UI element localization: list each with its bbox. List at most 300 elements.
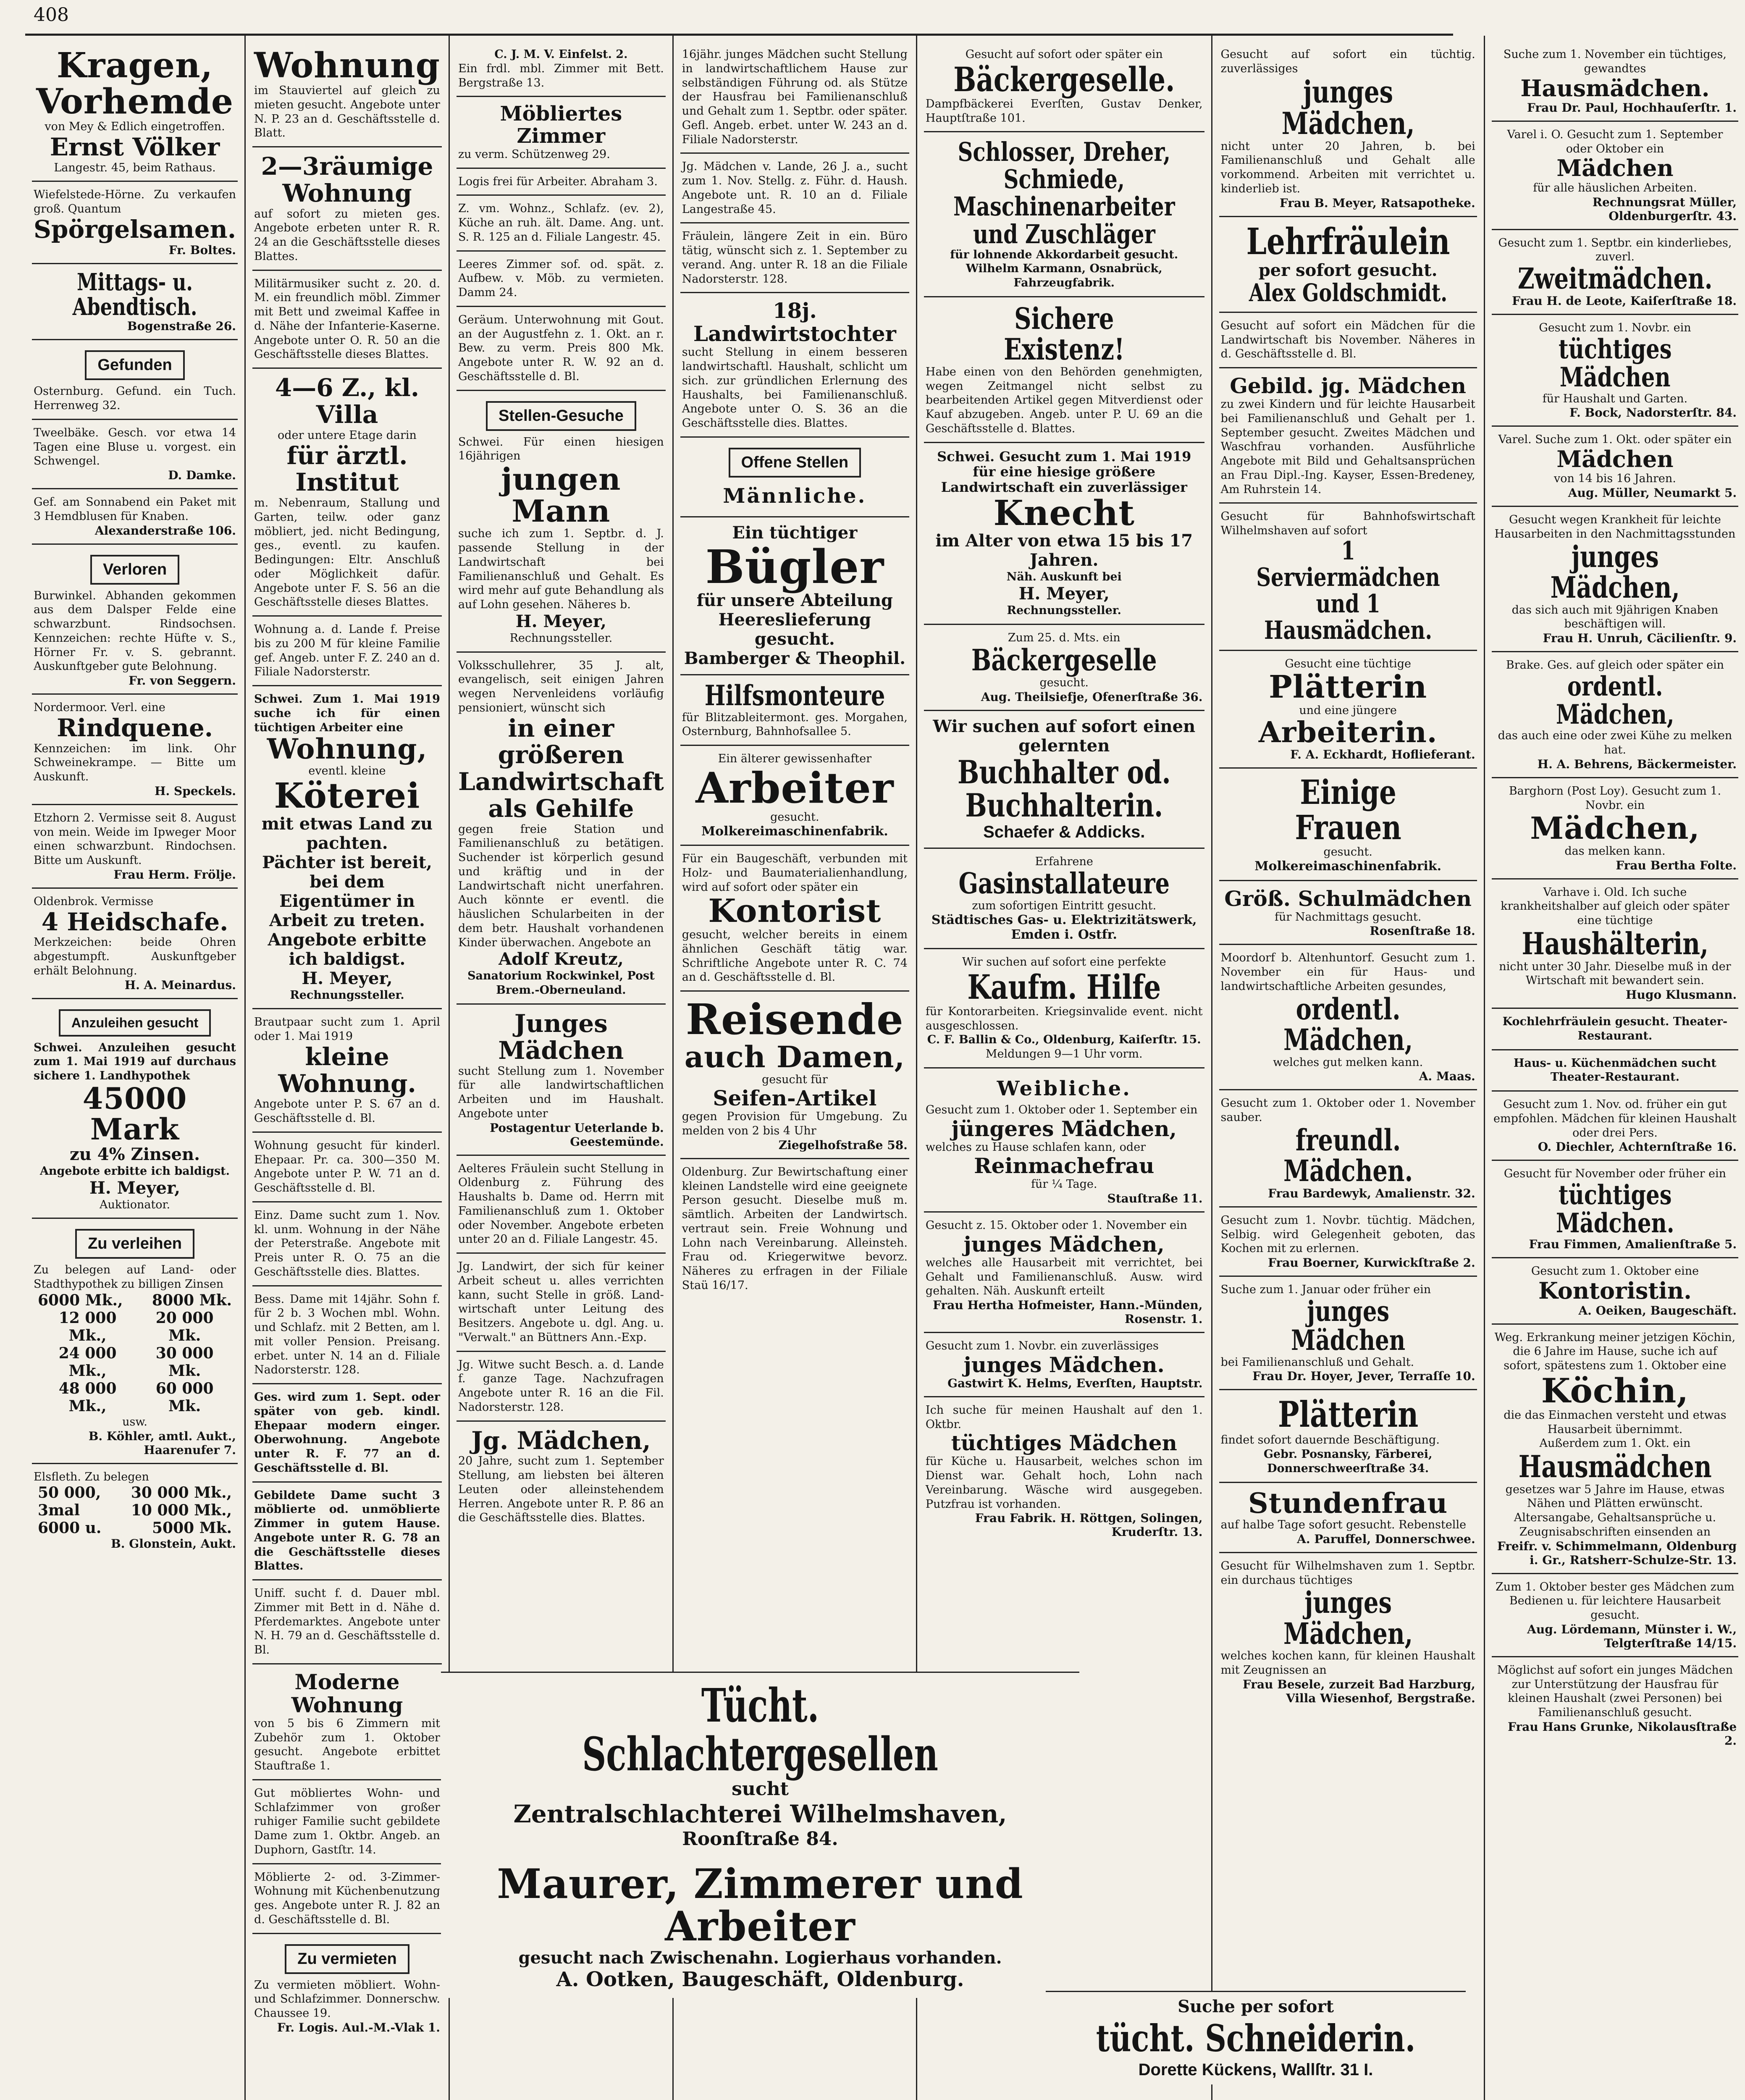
leeres-text: Leeres Zimmer sof. od. spät. z. Aufbew. v. Möb. zu vermieten. Damm 24. — [458, 257, 664, 299]
column-2 — [246, 36, 450, 2100]
ad-witwe — [457, 1352, 666, 1422]
schwei2-text3: Pächter ist bereit, bei dem Eigentümer in Arbeit zu treten. — [262, 852, 432, 930]
erfahrene-text: Erfahrene — [1035, 855, 1093, 869]
verleih-intro: Zu belegen auf Land- oder Stadthypothek zu billigen Zinsen — [34, 1263, 236, 1291]
arbeiter-sign: Molkereimaschinenfabrik. — [701, 824, 888, 839]
ad-landwirt — [457, 1254, 666, 1352]
lehr-text: per sofort gesucht. — [1258, 260, 1438, 280]
buegler-pre: Ein tüchtiger — [732, 522, 858, 543]
schneider-sign: Dorette Kückens, Wallſtr. 31 I. — [1138, 2061, 1373, 2079]
schwei5-sign: H. Meyer, — [1018, 583, 1110, 604]
c7-top: Suche zum 1. November ein tüchtiges, gewandtes — [1503, 48, 1727, 75]
plaett2-title: Plätterin — [1278, 1394, 1418, 1436]
ad-wohnung-stau — [252, 42, 442, 147]
frauen-text: gesucht. — [1323, 845, 1372, 859]
gebild-text: Gebildete Dame sucht 3 möblierte od. unmöblierte Zimmer in gutem Hause. Angebote unter R. G. 78 an die Geschäftsstelle dieses Blattes. — [254, 1488, 440, 1573]
maed27-title: Mädchen — [1556, 446, 1674, 473]
section-weibliche — [924, 1068, 1204, 1213]
lehr-sign: Alex Goldschmidt. — [1249, 278, 1447, 307]
ad-roettgen — [924, 1397, 1204, 1545]
suche6-text2: bei Familienanschluß und Gehalt. — [1220, 1355, 1414, 1369]
ad-leeres — [457, 252, 666, 307]
witwe-text: Jg. Witwe sucht Besch. a. d. Lande f. ganze Tage. Nachzufragen Angebote unter R. 16 an die Fil. Nadorsterstr. 128. — [458, 1358, 664, 1414]
ad-plaetterin-2 — [1219, 1390, 1477, 1483]
tuecht-sign: F. Bock, Nadorsterſtr. 84. — [1569, 406, 1737, 420]
ad-bock — [1492, 315, 1738, 427]
schwei2-sign2: Rechnungssteller. — [290, 988, 404, 1002]
section-zu-vermieten — [252, 1934, 442, 2040]
voelker-addr: Langestr. 45, beim Rathaus. — [54, 161, 216, 174]
wilh-text: Gesucht für Wilhelmshaven zum 1. Septbr. ein durchaus tüchtiges — [1220, 1559, 1475, 1587]
maedchen3-title: Jg. Mädchen, — [471, 1426, 651, 1455]
ad-rindquene — [32, 695, 238, 805]
ad-plaetterin — [1219, 651, 1477, 769]
c6-top: Gesucht auf sofort ein tüchtig. zuverlässiges — [1220, 48, 1475, 75]
hausmaed7-sign: Freifr. v. Schimmelmann, Oldenburg i. Gr., Ratsherr-Schulze-Str. 13. — [1497, 1539, 1737, 1567]
verleih-r4-b: 60 000 Mk. — [155, 1379, 214, 1415]
gesucht6-text: Gesucht zum 1. Oktober oder 1. November sauber. — [1220, 1097, 1475, 1124]
freundl-title: freundl. Mädchen. — [1283, 1122, 1413, 1189]
jung7-text: das sich auch mit 9jährigen Knaben beschäftigen will. — [1511, 603, 1719, 631]
heidschafe-title: 4 Heidschafe. — [41, 907, 228, 936]
ad-behrens — [1492, 652, 1738, 778]
ad-fimmen — [1492, 1161, 1738, 1258]
schwei2-wohn: Wohnung, — [267, 732, 428, 766]
wir-text: Wir suchen auf sofort einen gelernten — [933, 716, 1196, 756]
gas-sign: Städtisches Gas- u. Elektrizitätswerk, Emden i. Ostfr. — [931, 913, 1197, 942]
buegler-title: Bügler — [705, 539, 884, 594]
arbeiter-text: gesucht. — [770, 810, 819, 824]
verleih-row-3 — [34, 1344, 236, 1380]
ad-dame — [252, 1202, 442, 1286]
schul-text: für Nachmittags gesucht. — [1274, 910, 1422, 924]
baecker2-sign: Aug. Theilsiefje, Ofenerſtraße 36. — [981, 690, 1203, 704]
ad-gasinstallateure — [924, 849, 1204, 949]
suche6-title: junges Mädchen — [1291, 1294, 1405, 1357]
ad-unruh — [1492, 507, 1738, 652]
section-gefunden — [32, 340, 238, 420]
ad-landwirtstochter — [680, 293, 909, 438]
ad-schneiderin — [1046, 1991, 1466, 2084]
schlachter-company: Zentralschlachterei Wilhelmshaven, — [513, 1800, 1007, 1828]
bau-text: Für ein Baugeschäft, verbunden mit Holz- und Baumaterialienhandlung, wird auf sofort oder später ein — [682, 852, 908, 894]
tuecht27-sign: Frau Fimmen, Amalienſtraße 5. — [1529, 1237, 1737, 1252]
tuecht-text2: für Haushalt und Garten. — [1542, 392, 1688, 405]
haelt-sign: Hugo Klusmann. — [1626, 988, 1737, 1002]
maed27-sign: Aug. Müller, Neumarkt 5. — [1568, 486, 1737, 500]
ad-mueller-varel — [1492, 122, 1738, 230]
spoergel-title: Spörgelsamen. — [34, 215, 236, 244]
plaett-text: Gesucht eine tüchtige — [1285, 657, 1412, 670]
maed27-text: von 14 bis 16 Jahren. — [1554, 472, 1676, 486]
kueche-text: Haus- u. Küchenmädchen sucht Theater-Restaurant. — [1514, 1056, 1716, 1084]
ordent7-sign: H. A. Behrens, Bäckermeister. — [1537, 757, 1737, 771]
hilfs-title: Hilfsmonteure — [704, 679, 885, 712]
elsfleth-r2-a: 3mal — [38, 1502, 80, 1520]
gef-3-addr: Alexanderstraße 106. — [94, 523, 236, 538]
buegler-text: für unsere Abteilung Heereslieferung gesucht. — [696, 591, 893, 649]
buchhalter-sign: Schaefer & Addicks. — [983, 823, 1145, 842]
verl-2-sign: H. Speckels. — [155, 784, 236, 798]
mann-title: jungen Mann — [501, 461, 621, 529]
haus7-title: Hausmädchen. — [1520, 74, 1710, 102]
schwei5-text2: im Alter von etwa 15 bis 17 Jahren. — [935, 531, 1193, 570]
g-title: junges Mädchen, — [963, 1231, 1165, 1257]
landwirt3-text: Jg. Landwirt, der sich für keiner Arbeit scheut u. alles verrichten kann, sucht Stelle in größ. Land- wirtschaft unter Leitung des Besitzers. Angebote u. dgl. Ang. u. "Verwalt." an Büttners Ann.-Exp. — [458, 1260, 664, 1344]
ad-16jaehr — [680, 42, 909, 154]
haelt-text: nicht unter 30 Jahr. Dieselbe muß in der Wirtschaft mit bewandert sein. — [1499, 960, 1731, 987]
oldenburg-text: Oldenburg. Zur Bewirtschaftung einer kleinen Landstelle wird eine geeignete Person gesucht. Dieselbe muß m. sämtlich. Arbeiten der Landwirtsch. vertraut sein. Freie Wohnung und Lohn nach Vereinbarung. Alleinsteh. Frau od. Kriegerwitwe bevorz. Näheres zu erfragen in der Filiale Staü 16/17. — [682, 1165, 908, 1292]
wilh-title: junges Mädchen, — [1283, 1585, 1413, 1651]
zwei-sub: Wohnung — [282, 178, 412, 207]
plaett2-sign: Gebr. Posnansky, Färberei, Donnerschweerſtraße 34. — [1263, 1448, 1433, 1475]
column-7 — [1485, 36, 1745, 2100]
anz-sign2: Auktionator. — [99, 1198, 171, 1211]
ad-zweitmaedchen — [1492, 230, 1738, 315]
verl-4b: Merkzeichen: beide Ohren abgestumpft. Auskunftgeber erhält Belohnung. — [34, 936, 236, 977]
bau-text2: gesucht, welcher bereits in einem ähnlichen Geschäft tätig war. Schriftliche Angebote unter R. C. 74 an d. Geschäftsstelle d. Bl. — [682, 928, 908, 984]
ordent7-title: ordentl. Mädchen, — [1556, 670, 1674, 731]
page-number: 408 — [34, 4, 69, 26]
reisende-title: Reisende — [685, 995, 904, 1045]
buchhalter-title: Buchhalter od. Buchhalterin. — [957, 753, 1171, 824]
braut-title: kleine Wohnung. — [278, 1042, 416, 1098]
verleih-row-1 — [34, 1292, 236, 1309]
ordentl-sign: A. Maas. — [1419, 1069, 1475, 1084]
volk-text2: gegen freie Station und Familienanschluß zu betätigen. Suchender ist körperlich gesund und kräftig und in der Landwirtschaft nicht unerfahren. Auch könnte er eventl. die häuslichen Schularbeiten in der dem betr. Haushalt vorhandenen Kinder überwachen. Angebote an — [458, 822, 664, 949]
groesser-title: in einer größeren Landwirtschaft als Gehilfe — [458, 714, 664, 823]
stunden-title: Stundenfrau — [1248, 1486, 1448, 1520]
geraeum-text: Geräum. Unterwohnung mit Gout. an der Augustfehn z. 1. Okt. an r. Bew. zu verm. Preis 800 Mk. Angebote unter R. W. 92 an d. Geschäftsstelle d. Bl. — [458, 313, 664, 383]
verleih-sign: B. Köhler, amtl. Aukt., Haarenufer 7. — [88, 1429, 236, 1457]
gas-text: zum sofortigen Eintritt gesucht. — [972, 899, 1157, 913]
g2-sign: Gastwirt K. Helms, Everſten, Hauptstr. — [947, 1376, 1203, 1390]
kontorist-title: Kontorist — [708, 892, 882, 930]
koechin-title: Köchin, — [1541, 1370, 1689, 1410]
koeterei-title: Köterei — [274, 776, 420, 816]
kaufm-sign: C. F. Ballin & Co., Oldenburg, Kaiſerſtr. 15. — [927, 1033, 1201, 1047]
befs-text: Bess. Dame mit 14jähr. Sohn f. für 2 b. 3 Wochen mbl. Wohn. und Schlafz. mit 2 Betten, am l. mit voller Pension. Preisang. erbet. unter N. 14 an d. Filiale Nadorsterstr. 128. — [254, 1292, 440, 1377]
ad-brautpaar — [252, 1009, 442, 1133]
jung3-text: sucht Stellung zum 1. November für alle landwirtschaftlichen Arbeiten und im Haushalt. Angebote unter — [458, 1064, 664, 1120]
haus7-sign: Frau Dr. Paul, Hochhauſerſtr. 1. — [1527, 100, 1737, 115]
ad-theater-kueche — [1492, 1050, 1738, 1092]
gef-1: Osternburg. Gefund. ein Tuch. Herrenweg 32. — [34, 385, 236, 412]
ad-gut-moebliert — [252, 1780, 442, 1864]
reis-addr: Ziegelhofstraße 58. — [778, 1138, 908, 1152]
baecker2-title: Bäckergeselle — [971, 643, 1157, 678]
volk-sign2: Sanatorium Rockwinkel, Post Brem.-Oberneuland. — [467, 969, 655, 997]
anz-zins: zu 4% Zinsen. — [70, 1144, 200, 1164]
hilfs-text: für Blitzableitermont. ges. Morgahen, Osternburg, Bahnhofsallee 5. — [682, 711, 908, 738]
tuecht-title: tüchtiges Mädchen — [1558, 333, 1672, 394]
wir2-text: Wir suchen auf sofort eine perfekte — [962, 956, 1166, 969]
ad-heidschafe — [32, 889, 238, 999]
schwei3-sign: H. Meyer, — [515, 611, 606, 631]
ad-bardewyk — [1219, 1090, 1477, 1208]
verleih-r2-b: 20 000 Mk. — [155, 1309, 214, 1344]
spoergel-text: Wiefelstede-Hörne. Zu verkaufen groß. Quantum — [34, 188, 236, 216]
nov2-text: Gesucht für November oder früher ein — [1504, 1167, 1727, 1181]
wilh-sign: Frau Besele, zurzeit Bad Harzburg, Villa Wiesenhof, Bergstraße. — [1242, 1677, 1475, 1705]
schwei2-text: Schwei. Zum 1. Mai 1919 suche ich für einen tüchtigen Arbeiter eine — [254, 693, 440, 734]
ad-fraeulein — [680, 223, 909, 293]
ad-spoergel — [32, 182, 238, 264]
verleih-row-4 — [34, 1380, 236, 1415]
frdl-text: Ein frdl. mbl. Zimmer mit Bett. Bergstraße 13. — [458, 62, 664, 89]
g-text2: welches alle Hausarbeit mit verrichtet, bei Gehalt und Familienanschluß. Ausw. wird gehalten. Näh. Auskunft erteilt — [925, 1256, 1203, 1298]
gebild6-title: Gebild. jg. Mädchen — [1230, 373, 1467, 399]
schwei3-text: Schwei. Für einen hiesigen 16jährigen — [458, 435, 664, 463]
zwei-text: auf sofort zu mieten ges. Angebote erbeten unter R. R. 24 an die Geschäftsstelle dieses Blattes. — [254, 207, 440, 263]
mittag-title: Mittags- u. Abendtisch. — [72, 268, 197, 321]
ad-loerdemann — [1492, 1574, 1738, 1657]
jg4-text: Jg. Mädchen v. Lande, 26 J. a., sucht zum 1. Nov. Stellg. z. Führ. d. Haush. Angebote unt. R. 10 an d. Filiale Langestraße 45. — [682, 160, 908, 216]
ad-geraeum — [457, 307, 666, 391]
schwei2-sub: eventl. kleine — [308, 764, 386, 777]
ad-mueller-neumarkt — [1492, 427, 1738, 507]
ad-kaufm-hilfe — [924, 949, 1204, 1068]
ad-maurer — [441, 1856, 1079, 1998]
ad-hausmaedchen-paul — [1492, 42, 1738, 122]
anz-1b: Angebote erbitte ich baldigst. — [39, 1164, 230, 1178]
gas-title: Gasinstallateure — [958, 866, 1170, 900]
koechin-text: die das Einmachen versteht und etwas Hausarbeit übernimmt. — [1504, 1408, 1727, 1436]
anzuleihen-heading: Anzuleihen gesucht — [59, 1009, 211, 1037]
kaufm-title: Kaufm. Hilfe — [967, 967, 1161, 1007]
gef-2: Tweelbäke. Gesch. vor etwa 14 Tagen eine Bluse u. vorgest. ein Schwengel. — [34, 426, 236, 468]
reis-text: gesucht für — [761, 1073, 828, 1086]
ad-moordorf — [1219, 945, 1477, 1090]
knecht-title: Knecht — [993, 493, 1135, 534]
weibliche-heading: Weibliche. — [997, 1076, 1131, 1100]
plaett-text2: und eine jüngere — [1299, 704, 1397, 717]
g2-title: junges Mädchen. — [963, 1352, 1165, 1377]
frauen-sign: Molkereimaschinenfabrik. — [1254, 859, 1442, 874]
uniff-text: Uniff. sucht f. d. Dauer mbl. Zimmer mit Bett in d. Nähe d. Pferdemarktes. Angebote unter N. H. 79 an d. Geschäftsstelle d. Bl. — [254, 1587, 440, 1657]
dame-text: Einz. Dame sucht zum 1. Nov. kl. unm. Wohnung in der Nähe der Peterstraße. Angebote mit Preis unter R. O. 75 an die Geschäftsstelle dies. Blattes. — [254, 1208, 440, 1278]
wohn3-text: Wohnung gesucht für kinderl. Ehepaar. Pr. ca. 300—350 M. Angebote unter P. W. 71 an d. Geschäftsstelle d. Bl. — [254, 1139, 440, 1195]
koch-text: Kochlehrfräulein gesucht. Theater-Restaurant. — [1502, 1015, 1728, 1042]
militaer-text: Militärmusiker sucht z. 20. d. M. ein freundlich möbl. Zimmer mit Bett und zweimal Kaffee in d. Nähe der Infanterie-Kaserne. Angebote unter O. R. 50 an die Geschäftsstelle dieses Blattes. — [254, 277, 440, 361]
arbeiter-title: Arbeiter — [695, 763, 894, 813]
anz-mark: 45000 Mark — [82, 1081, 187, 1147]
bahnhof-text: Gesucht für Bahnhofswirtschaft Wilhelmshaven auf sofort — [1220, 510, 1475, 538]
brake-text: Brake. Ges. auf gleich oder später ein — [1506, 659, 1724, 672]
verleih-row-2 — [34, 1309, 236, 1344]
elsfleth-row-1 — [34, 1484, 236, 1502]
existenz-title: Sichere Existenz! — [1003, 301, 1125, 367]
ordentl-title: ordentl. Mädchen, — [1283, 991, 1413, 1058]
nov-sign: O. Diechler, Achternſtraße 16. — [1538, 1140, 1737, 1154]
elsfleth-sign: B. Glonstein, Aukt. — [111, 1537, 236, 1551]
ad-moeblierte — [252, 1864, 442, 1934]
reis-text2: gegen Provision für Umgebung. Zu melden von 2 bis 4 Uhr — [682, 1110, 908, 1138]
ad-zweiraeumige — [252, 147, 442, 271]
ad-helms — [924, 1333, 1204, 1397]
ad-schlosser — [924, 132, 1204, 297]
jung6-text: nicht unter 20 Jahren, b. bei Familienanschluß und Gehalt alle vorkommend. Arbeiten mit verrichtet u. kinderlieb ist. — [1220, 139, 1475, 195]
g-text: Gesucht z. 15. Oktober oder 1. November ein — [925, 1219, 1187, 1232]
villa-title: 4—6 Z., kl. Villa — [275, 373, 420, 429]
plaett-title: Plätterin — [1269, 669, 1427, 705]
ad-aelteres-fraeulein — [457, 1156, 666, 1254]
gef-text: Ges. wird zum 1. Sept. oder später von geb. kindl. Ehepaar modern einger. Oberwohnung. Angebote unter R. F. 77 an d. Geschäftsstelle d. Bl. — [254, 1391, 440, 1475]
elsfleth-r3-b: 5000 Mk. — [152, 1519, 232, 1537]
volk-text: Volksschullehrer, 35 J. alt, evangelisch, seit einigen Jahren wegen Nervenleidens vorläufig pensioniert, wünscht sich — [458, 659, 664, 714]
logis-text: Logis frei für Arbeiter. Abraham 3. — [458, 175, 658, 188]
maed7-text: für alle häuslichen Arbeiten. — [1533, 181, 1697, 194]
moor-text: Moordorf b. Altenhuntorf. Gesucht zum 1. November ein für Haus- und landwirtschaftliche Arbeiten gesundes, — [1220, 951, 1475, 993]
ad-buegler — [680, 517, 909, 676]
jung7-sign: Frau H. Unruh, Cäcilienſtr. 9. — [1543, 631, 1737, 646]
verl-2b: Kennzeichen: im link. Ohr Schweinekrampe. — Bitte um Auskunft. — [34, 742, 236, 784]
schlosser-text: für lohnende Akkordarbeit gesucht. — [950, 248, 1178, 261]
ich-text: Ich suche für meinen Haushalt auf den 1. Oktbr. — [925, 1403, 1203, 1431]
landwirt4-text: sucht Stellung in einem besseren landwirtschaftl. Haushalt, schlicht um sich. zur gründlichen Erlernung des Haushalts, bei Familienanschluß. Angebote unter O. S. 36 an die Geschäftsstelle dies. Blattes. — [682, 346, 908, 430]
zwei-title: 2—3räumige — [261, 152, 433, 181]
ad-gebildete-dame — [252, 1483, 442, 1581]
ad-arbeiter — [680, 746, 909, 846]
spoergel-sign: Fr. Boltes. — [168, 243, 236, 257]
elsfleth-row-3 — [34, 1519, 236, 1537]
schlachter-sucht: sucht — [732, 1778, 789, 1800]
verl-4: Oldenbrok. Vermisse — [34, 895, 154, 908]
w-text2: welches zu Hause schlafen kann, oder — [925, 1140, 1146, 1154]
offene-heading: Offene Stellen — [729, 448, 861, 478]
ad-gef-wohnung — [252, 1384, 442, 1483]
maed7-sign: Rechnungsrat Müller, Oldenburgerſtr. 43. — [1592, 195, 1737, 223]
w-text3: für ¼ Tage. — [1031, 1178, 1097, 1191]
section-offene-stellen — [680, 438, 909, 517]
verl-2: Nordermoor. Verl. eine — [34, 701, 165, 714]
kragen-note: von Mey & Edlich eingetroffen. — [45, 120, 225, 134]
suche6-sign: Frau Dr. Hoyer, Jever, Terraſſe 10. — [1252, 1369, 1475, 1383]
verleih-r4-a: 48 000 Mk., — [58, 1379, 117, 1415]
elsfleth-r2-b: 10 000 Mk., — [131, 1502, 232, 1520]
w-title: jüngeres Mädchen, — [951, 1116, 1177, 1141]
zvm-text: Z. vm. Wohnz., Schlafz. (ev. 2), Küche an ruh. ält. Dame. Ang. unt. S. R. 125 an d. Filiale Langestr. 45. — [458, 202, 664, 244]
jung6-sign: Frau B. Meyer, Ratsapotheke. — [1279, 196, 1475, 210]
bargh-text: Barghorn (Post Loy). Gesucht zum 1. Novbr. ein — [1509, 784, 1721, 812]
schlosser-sign: Wilhelm Karmann, Osnabrück, Fahrzeugfabrik. — [966, 262, 1162, 290]
ad-reisende — [680, 992, 909, 1159]
ad-einige-frauen — [1219, 769, 1477, 881]
ad-grunke — [1492, 1657, 1738, 1754]
zweit-text: Gesucht zum 1. Septbr. ein kinderliebes, zuverl. — [1498, 236, 1732, 264]
zuvermieten-heading: Zu vermieten — [285, 1944, 409, 1974]
ad-besele — [1219, 1553, 1477, 1711]
ad-mittag — [32, 264, 238, 341]
ad-jg-lande — [680, 154, 909, 223]
verl-4-sign: H. A. Meinardus. — [124, 978, 236, 992]
ad-koeterei — [252, 686, 442, 1009]
kontor-title: Kontoristin. — [1538, 1277, 1692, 1305]
cjmv-top: C. J. M. V. Einfelst. 2. — [494, 48, 628, 61]
braut-text: Brautpaar sucht zum 1. April oder 1. Mai 1919 — [254, 1016, 440, 1043]
ad-verl-3 — [32, 805, 238, 889]
fraeulein-text: Fräulein, längere Zeit in ein. Büro tätig, wünscht sich z. 1. September zu verand. Ang. unter R. 18 an die Filiale Nadorsterstr. 128. — [682, 230, 908, 286]
ad-diechler — [1492, 1092, 1738, 1161]
haelt-title: Haushälterin, — [1522, 925, 1708, 961]
schlachter-title: Tücht. Schlachtergesellen — [582, 1678, 938, 1781]
schul-title: Größ. Schulmädchen — [1224, 886, 1472, 911]
arbeiter-pre: Ein älterer gewissenhafter — [718, 752, 872, 766]
verl-1: Burwinkel. Abhanden gekommen aus dem Dalsper Felde eine schwarzbunt. Rindsochsen. Kennzeichen: rechte Hüfte v. S., Hörner Fr. v. S. gebrannt. Auskunftgeber gute Belohnung. — [34, 589, 236, 673]
moegl-sign: Frau Hans Grunke, Nikolausſtraße 2. — [1508, 1719, 1737, 1748]
ad-schimmelmann — [1492, 1325, 1738, 1574]
varel-text: Varel i. O. Gesucht zum 1. September oder Oktober ein — [1507, 128, 1723, 155]
maed7-title: Mädchen — [1556, 155, 1674, 182]
weg-text: Weg. Erkrankung meiner jetzigen Köchin, die 6 Jahre im Hause, suche ich auf sofort, spätestens zum 1. Oktober eine — [1494, 1331, 1736, 1373]
hausmaed7-text: gesetzes war 5 Jahre im Hause, etwas Nähen und Plätten erwünscht. Altersangabe, Gehaltsansprüche u. Zeugnisabschriften einsenden an — [1505, 1483, 1725, 1538]
ad-stundenfrau — [1219, 1483, 1477, 1553]
plaett2-text: findet sofort dauernde Beschäftigung. — [1220, 1433, 1440, 1447]
ad-zvm — [457, 196, 666, 251]
verl-3-sign: Frau Herm. Frölje. — [113, 867, 236, 882]
ad-jg-maedchen — [457, 1422, 666, 1531]
verl-1-sign: Fr. von Seggern. — [129, 674, 236, 688]
schwei2-text2: mit etwas Land zu pachten. — [261, 814, 433, 853]
schwei5-text: Schwei. Gesucht zum 1. Mai 1919 für eine hiesige größere Landwirtschaft ein zuverlässiger — [937, 448, 1191, 496]
zuverleihen-heading: Zu verleihen — [75, 1229, 194, 1259]
baecker-title: Bäckergeselle. — [953, 59, 1175, 99]
tuecht27-title: tüchtiges Mädchen. — [1556, 1179, 1674, 1239]
ad-boerner — [1219, 1208, 1477, 1277]
wohnung-text: im Stauviertel auf gleich zu mieten gesucht. Angebote unter N. P. 23 an d. Geschäftsstelle d. Blatt. — [254, 84, 440, 140]
ordent7-text: das auch eine oder zwei Kühe zu melken hat. — [1498, 729, 1732, 757]
ad-kontorist — [680, 846, 909, 992]
verleih-r1-b: 8000 Mk. — [152, 1291, 232, 1309]
reis-title: Seifen-Artikel — [713, 1086, 877, 1111]
maedchen3-text: 20 Jahre, sucht zum 1. September Stellung, am liebsten bei älteren Leuten oder alleinstehendem Herren. Angebote unter R. P. 86 an die Geschäftsstelle dies. Blattes. — [458, 1454, 664, 1525]
schneider-pre: Suche per sofort — [1178, 1997, 1334, 2016]
maurer-sign: A. Ootken, Baugeschäft, Oldenburg. — [556, 1967, 964, 1991]
c5-top: Gesucht auf sofort oder später ein — [965, 48, 1163, 61]
baecker2-text: gesucht. — [1039, 676, 1089, 689]
ad-ratsapotheke — [1219, 42, 1477, 217]
schwei3-sign2: Rechnungssteller. — [509, 631, 613, 645]
ordentl-text: welches gut melken kann. — [1273, 1055, 1423, 1069]
villa-sub: für ärztl. Institut — [286, 441, 408, 497]
moebl-zimmer-title: Möbliertes Zimmer — [500, 102, 622, 148]
column-6 — [1212, 36, 1485, 2100]
villa-text: oder untere Etage darin — [278, 428, 417, 442]
section-anzuleihen — [32, 999, 238, 1219]
gefunden-heading: Gefunden — [85, 350, 184, 380]
verleih-usw: usw. — [122, 1415, 147, 1428]
ad-folte — [1492, 778, 1738, 879]
kragen-sub: Vorhemde — [36, 81, 234, 122]
ad-theater-koch — [1492, 1009, 1738, 1050]
ad-hofmeister — [924, 1213, 1204, 1333]
wohnung2-text: Wohnung a. d. Lande f. Preise bis zu 200 M für kleine Familie gef. Angeb. unter F. Z. 240 an d. Filiale Nadorsterstr. — [254, 623, 440, 679]
mittag-addr: Bogenstraße 26. — [127, 319, 236, 333]
jungmaed-text: 16jähr. junges Mädchen sucht Stellung in landwirtschaftlichem Hause zur selbständigen Führung od. als Stütze der Hausfrau bei Familienanschluß und Gehalt zum 1. Septbr. oder später. Gefl. Angeb. erbet. unter W. 243 an d. Filiale Nadorsterstr. — [682, 48, 908, 146]
anz-1: Schwei. Anzuleihen gesucht zum 1. Mai 1919 auf durchaus sichere 1. Landhypothek — [34, 1041, 236, 1083]
ich-title: tüchtiges Mädchen — [951, 1431, 1177, 1456]
kragen-title: Kragen, — [56, 45, 213, 86]
schwei2-sign: H. Meyer, — [302, 968, 393, 988]
schneider-title: tücht. Schneiderin. — [1096, 2016, 1416, 2060]
jung3-title: Junges Mädchen — [498, 1009, 624, 1065]
maennliche-heading: Männliche. — [723, 484, 867, 508]
modern-text: von 5 bis 6 Zimmern mit Zubehör zum 1. Oktober gesucht. Angebote erbittet Stauftraße 1. — [254, 1717, 440, 1773]
ad-hilfsmonteure — [680, 675, 909, 746]
krank-text: Gesucht wegen Krankheit für leichte Hausarbeiten in den Nachmittagsstunden — [1494, 513, 1736, 541]
ad-landwirtschaft-maedchen — [1219, 313, 1477, 368]
ad-volksschullehrer — [457, 653, 666, 1005]
